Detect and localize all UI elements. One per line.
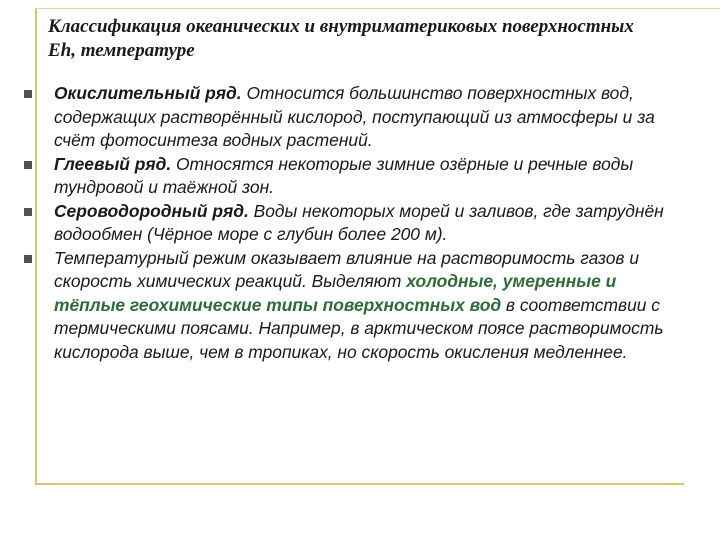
bullet-item-oxidizing: [24, 82, 684, 153]
bullet-highlight: холодные, умеренные и тёплые геохимические типы поверхностных вод: [54, 271, 617, 315]
square-bullet-icon: [24, 208, 32, 216]
bullet-item-gley: [24, 153, 684, 200]
bullet-item-hydrogen-sulfide: [24, 200, 684, 247]
bullet-term: Сероводородный ряд.: [54, 200, 249, 221]
frame-top-rule: [36, 8, 720, 9]
bullet-text: Относятся некоторые зимние озёрные и речные воды тундровой и таёжной зон.: [54, 153, 634, 197]
bullet-item-temperature: [24, 247, 684, 365]
slide-title-line-1: Классификация океанических и внутриматериковых поверхностных: [48, 16, 634, 37]
slide-title-line-2: Eh, температуре: [48, 40, 195, 61]
frame-bottom-rule: [36, 483, 684, 485]
bullet-text-after: в соответствии с термическими поясами. Например, в арктическом поясе растворимость кислорода выше, чем в тропиках, но скорость окисления медленнее.: [54, 294, 664, 362]
square-bullet-icon: [24, 161, 32, 169]
bullet-text-before: Температурный режим оказывает влияние на растворимость газов и скорость химических реакций. Выделяют: [54, 247, 640, 291]
square-bullet-icon: [24, 255, 32, 263]
slide-title: [48, 15, 720, 63]
bullet-term: Окислительный ряд.: [54, 83, 242, 103]
square-bullet-icon: [24, 90, 32, 98]
bullet-term: Глеевый ряд.: [54, 153, 172, 174]
bullet-text: Воды некоторых морей и заливов, где затруднён водообмен (Чёрное море с глубин более 200 м).: [54, 200, 664, 244]
bullet-list: [24, 82, 684, 364]
bullet-text: Относится большинство поверхностных вод, содержащих растворённый кислород, поступающий из атмосферы и за счёт фотосинтеза водных растений.: [54, 83, 655, 150]
